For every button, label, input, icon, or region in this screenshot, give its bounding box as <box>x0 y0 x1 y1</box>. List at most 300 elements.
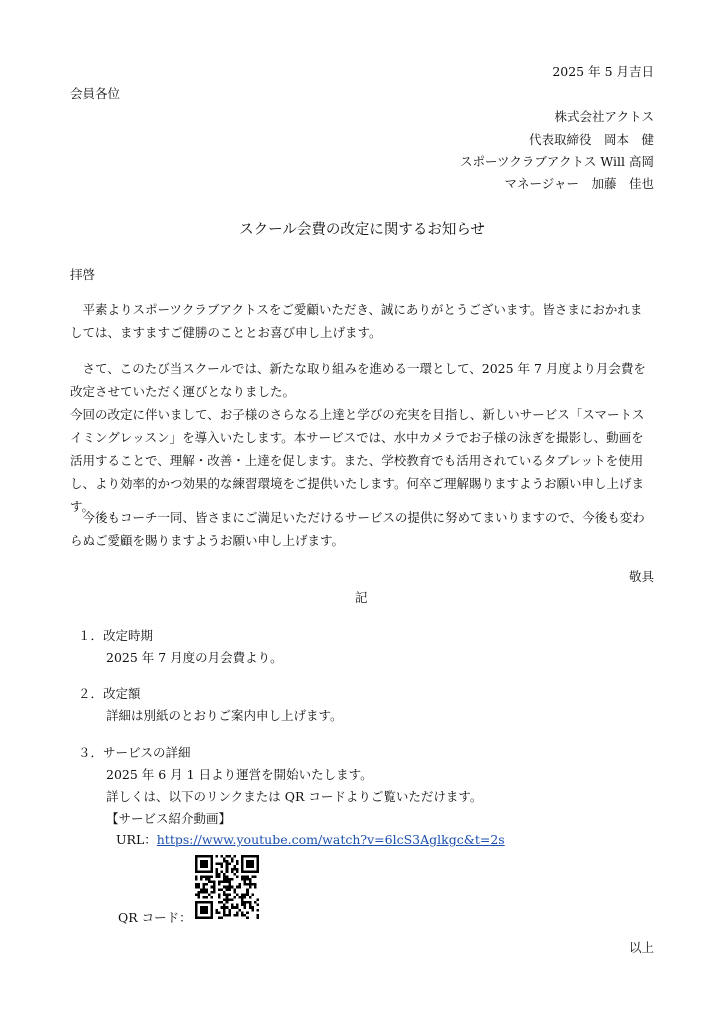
item-2-heading: ２．改定額 <box>78 686 141 701</box>
qr-module <box>200 878 203 881</box>
qr-module <box>254 875 257 878</box>
qr-module <box>254 886 257 889</box>
qr-module <box>249 901 252 904</box>
qr-module <box>218 881 221 884</box>
qr-module <box>223 891 226 894</box>
qr-module <box>226 863 229 866</box>
qr-module <box>256 863 259 866</box>
qr-module <box>226 888 229 891</box>
qr-module <box>241 858 244 861</box>
qr-module <box>233 896 236 899</box>
qr-module <box>256 899 259 902</box>
qr-module <box>228 863 231 866</box>
qr-module <box>256 914 259 917</box>
qr-module <box>226 868 229 871</box>
qr-module <box>256 868 259 871</box>
qr-module <box>241 860 244 863</box>
salutation: 拝啓 <box>70 267 96 282</box>
document-date: 2025 年 5 月吉日 <box>552 64 654 79</box>
qr-module <box>246 911 249 914</box>
qr-module <box>236 906 239 909</box>
qr-module <box>226 914 229 917</box>
qr-module <box>231 868 234 871</box>
qr-module <box>195 914 198 917</box>
qr-module <box>239 909 242 912</box>
qr-module <box>241 893 244 896</box>
qr-module <box>205 878 208 881</box>
qr-module <box>249 886 252 889</box>
qr-module <box>200 865 203 868</box>
qr-module <box>195 875 198 878</box>
qr-module <box>244 883 247 886</box>
qr-module <box>231 860 234 863</box>
qr-module <box>256 858 259 861</box>
qr-module <box>249 896 252 899</box>
qr-module <box>244 901 247 904</box>
qr-module <box>195 860 198 863</box>
qr-module <box>223 878 226 881</box>
qr-module <box>241 914 244 917</box>
qr-module <box>205 891 208 894</box>
qr-module <box>210 870 213 873</box>
qr-module <box>218 888 221 891</box>
paragraph-closing: 今後もコーチ一同、皆さまにご満足いただけるサービスの提供に努めてまいりますので、今後も変わらぬご愛顧を賜りますようお願い申し上げます。 <box>70 510 645 548</box>
qr-module <box>236 914 239 917</box>
qr-module <box>226 906 229 909</box>
qr-module <box>241 896 244 899</box>
qr-module <box>200 875 203 878</box>
url-row <box>116 830 505 848</box>
qr-module <box>249 870 252 873</box>
qr-module <box>226 855 229 858</box>
qr-module <box>244 904 247 907</box>
qr-module <box>251 875 254 878</box>
qr-module <box>221 906 224 909</box>
qr-module <box>195 865 198 868</box>
qr-module <box>203 911 206 914</box>
qr-module <box>256 870 259 873</box>
qr-module <box>210 901 213 904</box>
qr-module <box>241 855 244 858</box>
qr-module <box>251 906 254 909</box>
qr-module <box>246 893 249 896</box>
qr-module <box>208 881 211 884</box>
qr-module <box>226 886 229 889</box>
qr-module <box>213 881 216 884</box>
qr-module <box>221 863 224 866</box>
qr-module <box>218 863 221 866</box>
qr-module <box>203 865 206 868</box>
qr-module <box>215 868 218 871</box>
qr-module <box>213 888 216 891</box>
qr-module <box>218 911 221 914</box>
closing-word: 敬具 <box>628 569 654 584</box>
qr-module <box>200 888 203 891</box>
qr-module <box>241 868 244 871</box>
qr-module <box>251 863 254 866</box>
qr-module <box>223 909 226 912</box>
qr-module <box>221 855 224 858</box>
qr-module <box>251 855 254 858</box>
qr-module <box>198 883 201 886</box>
qr-module <box>215 911 218 914</box>
qr-module <box>226 870 229 873</box>
qr-module <box>221 888 224 891</box>
qr-module <box>203 896 206 899</box>
qr-module <box>195 855 198 858</box>
qr-module <box>244 875 247 878</box>
qr-module <box>205 906 208 909</box>
qr-module <box>239 883 242 886</box>
qr-module <box>200 860 203 863</box>
qr-module <box>205 909 208 912</box>
sender-manager: マネージャー 加藤 佳也 <box>504 176 654 191</box>
qr-module <box>208 870 211 873</box>
qr-module <box>221 870 224 873</box>
qr-module <box>241 901 244 904</box>
qr-module <box>218 916 221 919</box>
qr-module <box>200 870 203 873</box>
qr-module <box>205 911 208 914</box>
qr-module <box>198 886 201 889</box>
qr-module <box>218 883 221 886</box>
qr-module <box>249 860 252 863</box>
qr-module <box>203 883 206 886</box>
qr-module <box>200 911 203 914</box>
qr-module <box>203 906 206 909</box>
qr-module <box>195 886 198 889</box>
qr-module <box>195 916 198 919</box>
qr-module <box>241 911 244 914</box>
qr-module <box>228 878 231 881</box>
qr-module <box>249 904 252 907</box>
qr-module <box>223 893 226 896</box>
video-label: 【サービス紹介動画】 <box>106 811 232 826</box>
qr-module <box>195 904 198 907</box>
sender-club: スポーツクラブアクトス Will 高岡 <box>460 154 654 169</box>
qr-module <box>241 863 244 866</box>
qr-module <box>228 914 231 917</box>
qr-module <box>221 865 224 868</box>
qr-module <box>241 875 244 878</box>
item-3-line2: 詳しくは、以下のリンクまたは QR コードよりご覧いただけます。 <box>106 789 483 804</box>
qr-module <box>233 865 236 868</box>
qr-module <box>210 881 213 884</box>
qr-module <box>236 911 239 914</box>
qr-module <box>244 881 247 884</box>
qr-module <box>210 896 213 899</box>
qr-module <box>218 893 221 896</box>
qr-module <box>198 893 201 896</box>
qr-module <box>203 875 206 878</box>
qr-module <box>223 886 226 889</box>
qr-module <box>256 860 259 863</box>
qr-module <box>246 870 249 873</box>
qr-module <box>210 858 213 861</box>
qr-module <box>244 870 247 873</box>
qr-module <box>226 893 229 896</box>
item-1-heading: １．改定時期 <box>78 628 154 643</box>
qr-module <box>223 906 226 909</box>
qr-module <box>246 891 249 894</box>
qr-module <box>228 883 231 886</box>
qr-module <box>256 855 259 858</box>
qr-module <box>203 909 206 912</box>
qr-module <box>226 875 229 878</box>
qr-module <box>208 893 211 896</box>
qr-module <box>228 888 231 891</box>
item-3-line1: 2025 年 6 月 1 日より運営を開始いたします。 <box>106 767 373 782</box>
qr-module <box>246 863 249 866</box>
qr-module <box>226 899 229 902</box>
qr-module <box>246 901 249 904</box>
qr-module <box>256 904 259 907</box>
qr-module <box>233 906 236 909</box>
qr-module <box>231 899 234 902</box>
qr-module <box>210 914 213 917</box>
qr-module <box>246 883 249 886</box>
qr-module <box>205 875 208 878</box>
qr-module <box>223 904 226 907</box>
qr-module <box>228 881 231 884</box>
ki-mark: 記 <box>355 590 368 605</box>
item-3-heading: ３．サービスの詳細 <box>78 745 191 760</box>
qr-module <box>205 860 208 863</box>
qr-module <box>203 870 206 873</box>
qr-module <box>251 893 254 896</box>
qr-module <box>195 870 198 873</box>
qr-module <box>256 865 259 868</box>
qr-module <box>195 911 198 914</box>
qr-module <box>226 896 229 899</box>
qr-module <box>210 865 213 868</box>
qr-module <box>198 891 201 894</box>
qr-module <box>244 896 247 899</box>
qr-module <box>256 916 259 919</box>
qr-module <box>233 891 236 894</box>
qr-module <box>198 901 201 904</box>
qr-module <box>241 870 244 873</box>
qr-module <box>203 855 206 858</box>
qr-module <box>205 855 208 858</box>
qr-module <box>249 883 252 886</box>
qr-module <box>251 865 254 868</box>
qr-module <box>244 878 247 881</box>
qr-module <box>203 886 206 889</box>
qr-module <box>249 906 252 909</box>
qr-module <box>215 909 218 912</box>
qr-module <box>203 901 206 904</box>
qr-module <box>236 886 239 889</box>
qr-module <box>218 896 221 899</box>
qr-module <box>210 891 213 894</box>
qr-module <box>195 906 198 909</box>
qr-module <box>195 883 198 886</box>
qr-module <box>205 870 208 873</box>
qr-module <box>239 896 242 899</box>
qr-module <box>210 860 213 863</box>
qr-module <box>244 893 247 896</box>
qr-module <box>198 896 201 899</box>
qr-module <box>215 855 218 858</box>
qr-module <box>254 883 257 886</box>
qr-module <box>198 855 201 858</box>
qr-module <box>251 860 254 863</box>
qr-module <box>254 870 257 873</box>
qr-module <box>226 881 229 884</box>
qr-module <box>246 860 249 863</box>
qr-module <box>246 916 249 919</box>
qr-module <box>195 868 198 871</box>
recipient: 会員各位 <box>70 86 121 101</box>
qr-module <box>249 881 252 884</box>
qr-module <box>233 868 236 871</box>
qr-module <box>195 893 198 896</box>
qr-module <box>213 886 216 889</box>
qr-module <box>241 865 244 868</box>
qr-module <box>195 901 198 904</box>
qr-module <box>213 883 216 886</box>
qr-module <box>236 893 239 896</box>
paragraph-greeting: 平素よりスポーツクラブアクトスをご愛顧いただき、誠にありがとうございます。皆さまにおかれましては、ますますご健勝のこととお喜び申し上げます。 <box>70 302 643 340</box>
qr-module <box>208 901 211 904</box>
qr-module <box>231 878 234 881</box>
qr-module <box>210 911 213 914</box>
qr-code-image[interactable] <box>195 855 259 919</box>
qr-module <box>231 904 234 907</box>
qr-module <box>228 911 231 914</box>
qr-module <box>203 891 206 894</box>
qr-module <box>233 855 236 858</box>
qr-module <box>236 904 239 907</box>
qr-module <box>198 870 201 873</box>
qr-module <box>223 914 226 917</box>
qr-module <box>228 909 231 912</box>
qr-module <box>236 860 239 863</box>
qr-module <box>203 863 206 866</box>
qr-module <box>246 855 249 858</box>
qr-module <box>200 906 203 909</box>
qr-module <box>226 878 229 881</box>
item-1-body: 2025 年 7 月度の月会費より。 <box>106 650 283 665</box>
qr-module <box>241 878 244 881</box>
qr-module <box>203 888 206 891</box>
qr-module <box>200 855 203 858</box>
qr-module <box>251 870 254 873</box>
qr-module <box>210 906 213 909</box>
qr-module <box>251 909 254 912</box>
qr-module <box>236 870 239 873</box>
qr-module <box>200 863 203 866</box>
qr-module <box>221 916 224 919</box>
item-2-body: 詳細は別紙のとおりご案内申し上げます。 <box>106 708 343 723</box>
qr-module <box>221 881 224 884</box>
sender-ceo: 代表取締役 岡本 健 <box>528 132 654 147</box>
qr-module <box>223 860 226 863</box>
qr-module <box>205 865 208 868</box>
qr-module <box>228 899 231 902</box>
qr-module <box>200 891 203 894</box>
qr-module <box>246 888 249 891</box>
qr-module <box>195 858 198 861</box>
qr-module <box>223 899 226 902</box>
qr-module <box>195 878 198 881</box>
qr-module <box>244 914 247 917</box>
qr-module <box>228 893 231 896</box>
qr-module <box>218 875 221 878</box>
video-url-link[interactable]: https://www.youtube.com/watch?v=6lcS3Aglkgc&t=2s <box>156 832 505 847</box>
qr-module <box>226 860 229 863</box>
qr-module <box>210 875 213 878</box>
qr-module <box>251 883 254 886</box>
qr-module <box>239 886 242 889</box>
qr-module <box>205 863 208 866</box>
qr-module <box>208 875 211 878</box>
qr-module <box>210 909 213 912</box>
qr-module <box>249 865 252 868</box>
qr-module <box>241 899 244 902</box>
qr-module <box>215 870 218 873</box>
qr-module <box>195 863 198 866</box>
qr-module <box>205 916 208 919</box>
qr-module <box>256 909 259 912</box>
qr-label: QR コード： <box>118 910 192 925</box>
qr-module <box>208 855 211 858</box>
qr-module <box>249 878 252 881</box>
qr-module <box>205 888 208 891</box>
qr-module <box>210 868 213 871</box>
qr-module <box>226 865 229 868</box>
qr-module <box>244 855 247 858</box>
qr-module <box>205 901 208 904</box>
qr-module <box>223 881 226 884</box>
qr-module <box>231 870 234 873</box>
qr-module <box>236 863 239 866</box>
qr-module <box>241 904 244 907</box>
qr-module <box>226 901 229 904</box>
qr-module <box>236 868 239 871</box>
qr-module <box>210 855 213 858</box>
qr-module <box>200 909 203 912</box>
qr-module <box>223 911 226 914</box>
qr-module <box>231 858 234 861</box>
qr-module <box>210 886 213 889</box>
sender-company: 株式会社アクトス <box>554 109 654 124</box>
qr-module <box>198 916 201 919</box>
qr-module <box>210 904 213 907</box>
qr-module <box>203 860 206 863</box>
qr-module <box>249 863 252 866</box>
qr-module <box>233 888 236 891</box>
qr-module <box>208 878 211 881</box>
qr-module <box>210 863 213 866</box>
paragraph-announcement: さて、このたび当スクールでは、新たな取り組みを進める一環として、2025 年 7 月度より月会費を改定させていただく運びとなりました。 <box>70 361 646 399</box>
qr-module <box>246 875 249 878</box>
qr-module <box>223 875 226 878</box>
qr-module <box>208 916 211 919</box>
qr-module <box>218 873 221 876</box>
qr-module <box>223 858 226 861</box>
qr-module <box>231 906 234 909</box>
qr-module <box>200 916 203 919</box>
qr-module <box>205 883 208 886</box>
qr-module <box>254 855 257 858</box>
qr-module <box>223 873 226 876</box>
qr-module <box>231 886 234 889</box>
qr-module <box>228 855 231 858</box>
qr-module <box>236 875 239 878</box>
qr-module <box>246 878 249 881</box>
